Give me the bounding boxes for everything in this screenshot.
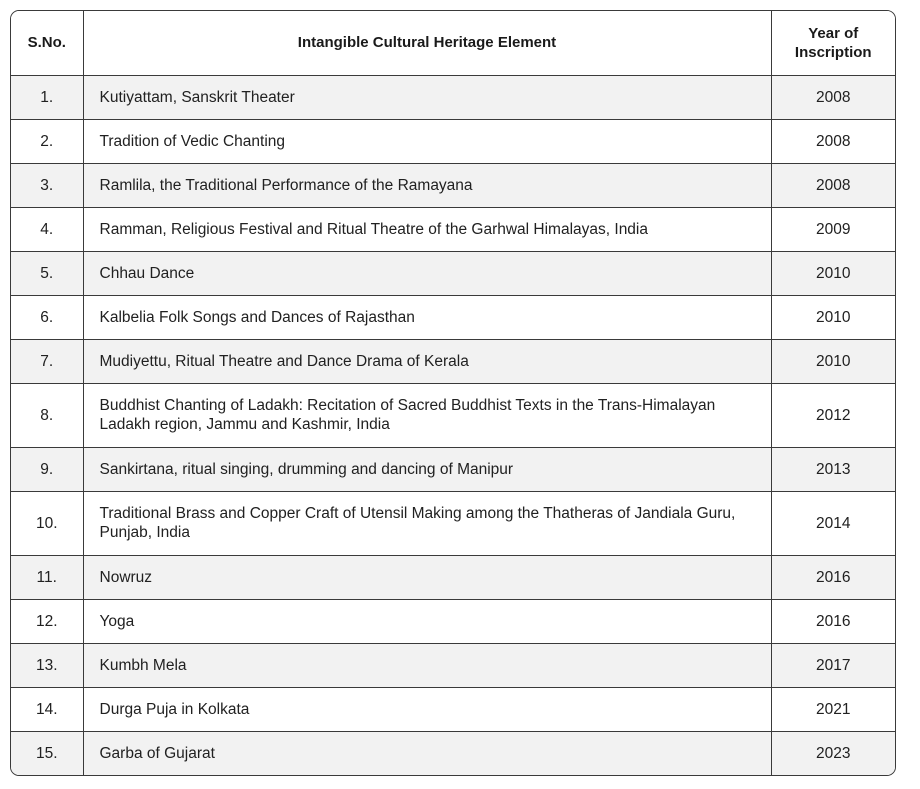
row-sno: 6. bbox=[11, 295, 83, 339]
row-element: Traditional Brass and Copper Craft of Utensil Making among the Thatheras of Jandiala Guru, Punjab, India bbox=[83, 491, 771, 555]
row-sno: 5. bbox=[11, 251, 83, 295]
row-year: 2023 bbox=[771, 731, 895, 775]
row-element: Tradition of Vedic Chanting bbox=[83, 119, 771, 163]
table-row bbox=[11, 295, 895, 339]
header-sno: S.No. bbox=[11, 11, 83, 75]
table-row bbox=[11, 643, 895, 687]
table-row bbox=[11, 599, 895, 643]
row-year: 2010 bbox=[771, 339, 895, 383]
table-row bbox=[11, 383, 895, 447]
table-row bbox=[11, 75, 895, 119]
row-element: Kalbelia Folk Songs and Dances of Rajasthan bbox=[83, 295, 771, 339]
row-sno: 10. bbox=[11, 491, 83, 555]
header-row bbox=[11, 11, 895, 75]
row-element: Buddhist Chanting of Ladakh: Recitation of Sacred Buddhist Texts in the Trans-Himalayan Ladakh region, Jammu and Kashmir, India bbox=[83, 383, 771, 447]
table-row bbox=[11, 163, 895, 207]
header-year-line1: Year of bbox=[808, 24, 859, 42]
row-year: 2016 bbox=[771, 599, 895, 643]
table-header bbox=[11, 11, 895, 75]
row-year: 2009 bbox=[771, 207, 895, 251]
table-row bbox=[11, 687, 895, 731]
row-sno: 1. bbox=[11, 75, 83, 119]
row-sno: 7. bbox=[11, 339, 83, 383]
table-row bbox=[11, 555, 895, 599]
row-sno: 11. bbox=[11, 555, 83, 599]
row-element: Durga Puja in Kolkata bbox=[83, 687, 771, 731]
row-year: 2010 bbox=[771, 295, 895, 339]
table-row bbox=[11, 119, 895, 163]
row-year: 2008 bbox=[771, 119, 895, 163]
row-element: Garba of Gujarat bbox=[83, 731, 771, 775]
table-row bbox=[11, 447, 895, 491]
row-year: 2016 bbox=[771, 555, 895, 599]
table-body bbox=[11, 75, 895, 775]
row-element: Ramman, Religious Festival and Ritual Theatre of the Garhwal Himalayas, India bbox=[83, 207, 771, 251]
row-sno: 12. bbox=[11, 599, 83, 643]
row-sno: 15. bbox=[11, 731, 83, 775]
row-sno: 2. bbox=[11, 119, 83, 163]
row-year: 2012 bbox=[771, 383, 895, 447]
table-row bbox=[11, 339, 895, 383]
row-year: 2008 bbox=[771, 75, 895, 119]
row-element: Mudiyettu, Ritual Theatre and Dance Drama of Kerala bbox=[83, 339, 771, 383]
row-element: Chhau Dance bbox=[83, 251, 771, 295]
row-year: 2014 bbox=[771, 491, 895, 555]
table-row bbox=[11, 207, 895, 251]
row-year: 2008 bbox=[771, 163, 895, 207]
header-year-line2: Inscription bbox=[794, 43, 872, 61]
row-element: Nowruz bbox=[83, 555, 771, 599]
row-sno: 3. bbox=[11, 163, 83, 207]
heritage-table-container bbox=[10, 10, 896, 776]
row-year: 2010 bbox=[771, 251, 895, 295]
row-element: Kumbh Mela bbox=[83, 643, 771, 687]
table-row bbox=[11, 491, 895, 555]
header-year bbox=[771, 11, 895, 75]
row-sno: 8. bbox=[11, 383, 83, 447]
table-row bbox=[11, 251, 895, 295]
table-row bbox=[11, 731, 895, 775]
row-sno: 4. bbox=[11, 207, 83, 251]
row-element: Yoga bbox=[83, 599, 771, 643]
row-sno: 13. bbox=[11, 643, 83, 687]
row-sno: 14. bbox=[11, 687, 83, 731]
heritage-table bbox=[11, 11, 895, 775]
row-element: Kutiyattam, Sanskrit Theater bbox=[83, 75, 771, 119]
row-element: Ramlila, the Traditional Performance of the Ramayana bbox=[83, 163, 771, 207]
row-element: Sankirtana, ritual singing, drumming and dancing of Manipur bbox=[83, 447, 771, 491]
row-year: 2017 bbox=[771, 643, 895, 687]
row-sno: 9. bbox=[11, 447, 83, 491]
row-year: 2021 bbox=[771, 687, 895, 731]
row-year: 2013 bbox=[771, 447, 895, 491]
header-element: Intangible Cultural Heritage Element bbox=[83, 11, 771, 75]
